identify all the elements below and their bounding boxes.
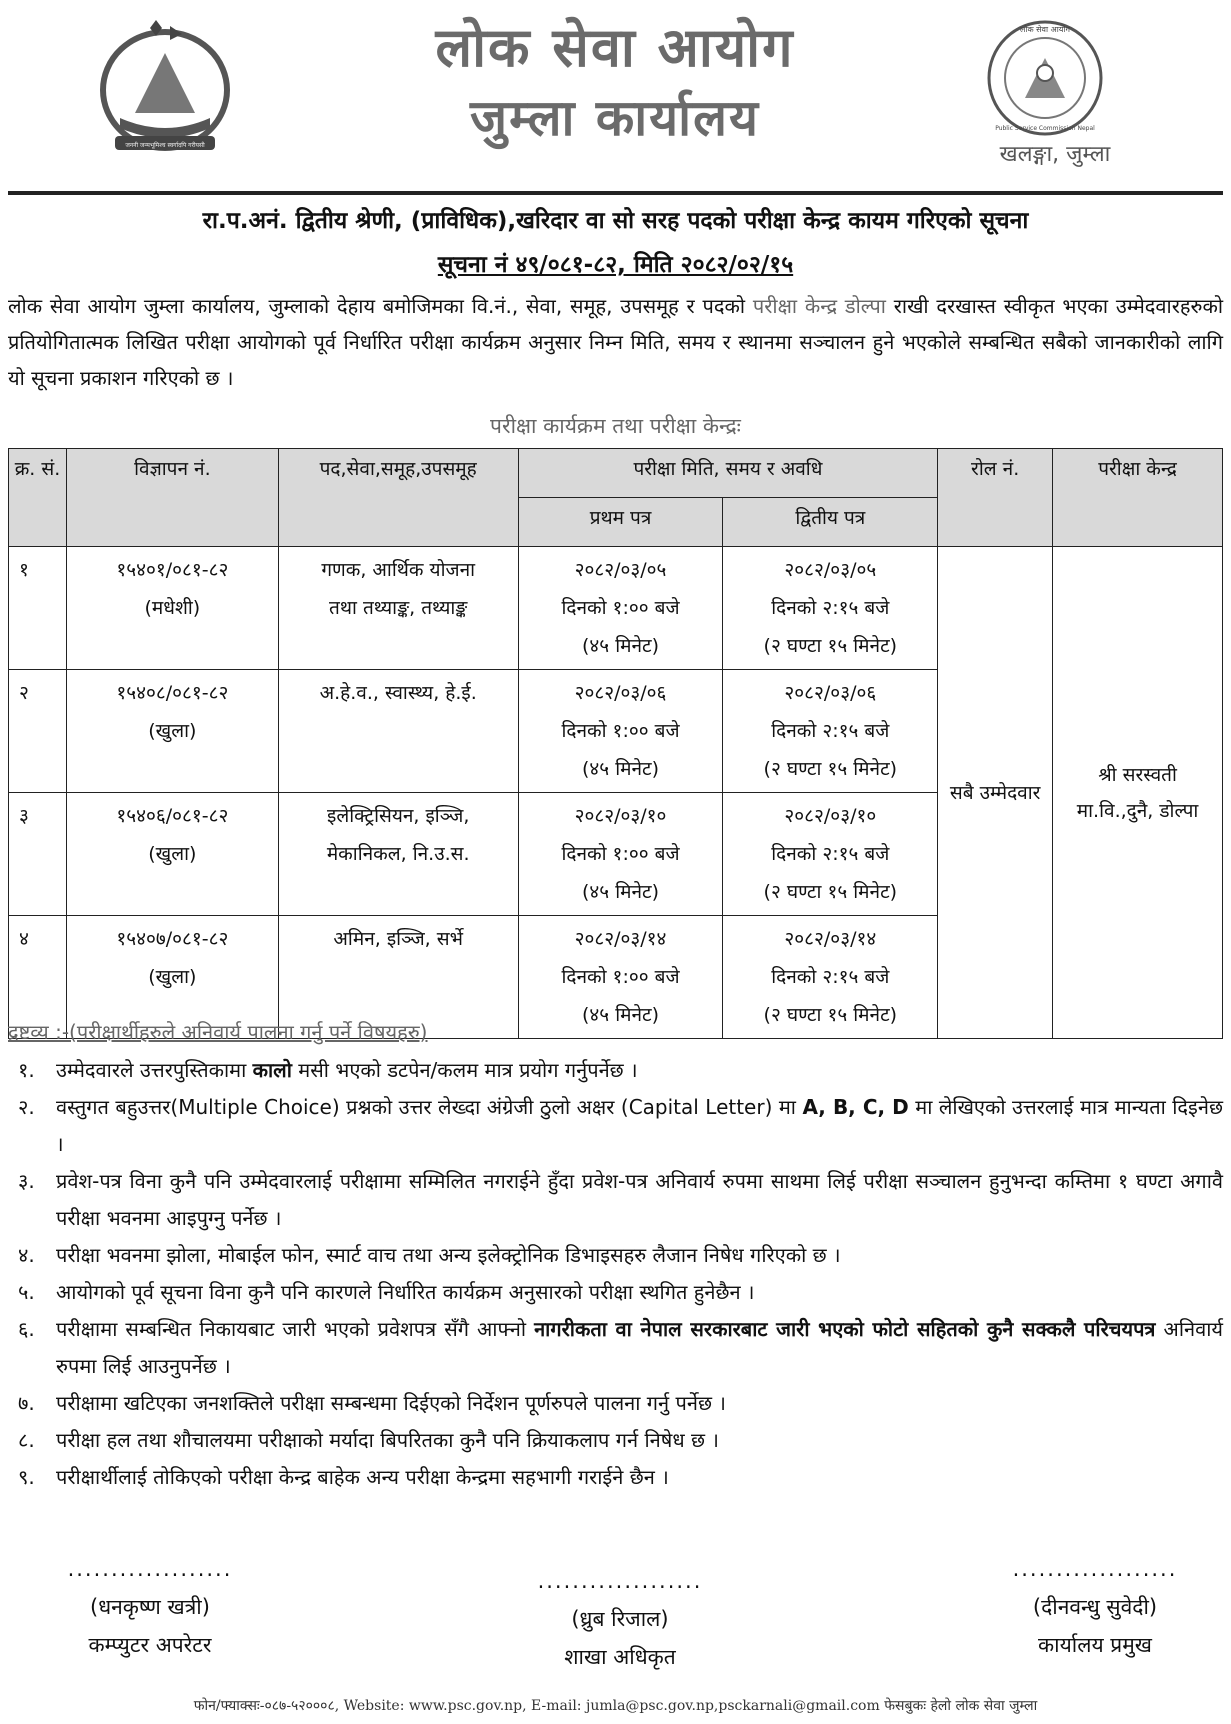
header-post: पद,सेवा,समूह,उपसमूह xyxy=(278,449,518,547)
item-number: ८. xyxy=(18,1428,35,1452)
item-text: परीक्षामा खटिएका जनशक्तिले परीक्षा सम्बन्धमा दिईएको निर्देशन पूर्णरुपले पालना गर्नु पर्नेछ । xyxy=(56,1391,726,1415)
post-line: तथा तथ्याङ्क, तथ्याङ्क xyxy=(329,597,468,619)
header-first-paper: प्रथम पत्र xyxy=(518,498,723,547)
cell-first-paper xyxy=(518,793,723,916)
cell-post xyxy=(278,670,518,793)
intro-highlight: परीक्षा केन्द्र डोल्पा xyxy=(752,294,886,318)
signature-right xyxy=(985,1550,1205,1664)
instructions-list xyxy=(8,1052,1223,1496)
header-sn: क्र. सं. xyxy=(9,449,67,547)
list-item xyxy=(8,1274,1223,1311)
list-item xyxy=(8,1089,1223,1163)
list-item xyxy=(8,1311,1223,1385)
intro-text-2: राखी दरखास्त स्वीकृत भएका उम्मेदवारहरुको प्रतियोगितात्मक लिखित परीक्षा आयोगको पूर्व निर्धारित परीक्षा कार्यक्रम अनुसार निम्न मिति, समय र स्थानमा सञ्चालन हुने भएकोले सम्बन्धित सबैको जानकारीको लागि यो सूचना प्रकाशन गरिएको छ । xyxy=(8,294,1223,390)
adv-type: (खुला) xyxy=(148,720,197,742)
signatory-name: (धनकृष्ण खत्री) xyxy=(90,1595,210,1619)
svg-text:लोक सेवा आयोग: लोक सेवा आयोग xyxy=(1019,25,1071,34)
header-second-paper: द्वितीय पत्र xyxy=(723,498,938,547)
exam-duration: (२ घण्टा १५ मिनेट) xyxy=(763,758,898,780)
list-item xyxy=(8,1052,1223,1089)
exam-duration: (४५ मिनेट) xyxy=(582,1004,660,1026)
cell-center: श्री सरस्वती मा.वि.,दुनै, डोल्पा xyxy=(1053,547,1223,1039)
exam-time: दिनको १:०० बजे xyxy=(561,966,680,988)
cell-sn: २ xyxy=(9,670,67,793)
letterhead xyxy=(0,0,1231,190)
table-row xyxy=(9,547,1223,670)
intro-paragraph xyxy=(8,288,1223,396)
item-number: २. xyxy=(18,1095,35,1119)
item-emphasis: कालो xyxy=(252,1058,292,1082)
svg-text:Public Service Commission Nepa: Public Service Commission Nepal xyxy=(995,125,1095,132)
exam-date: २०८२/०३/१४ xyxy=(784,928,877,950)
item-emphasis: A, B, C, D xyxy=(802,1095,909,1119)
item-number: ९. xyxy=(18,1465,35,1489)
cell-second-paper xyxy=(723,670,938,793)
cell-sn: ३ xyxy=(9,793,67,916)
item-text: मसी भएको डटपेन/कलम मात्र प्रयोग गर्नुपर्नेछ । xyxy=(291,1058,638,1082)
nepal-emblem-icon xyxy=(90,18,240,158)
post-line: अमिन, इञ्जि, सर्भे xyxy=(333,928,463,950)
item-text: मा लेखिएको उत्तरलाई मात्र मान्यता दिइनेछ । xyxy=(56,1095,1223,1156)
cell-post xyxy=(278,793,518,916)
exam-duration: (४५ मिनेट) xyxy=(582,635,660,657)
instructions-heading: द्रष्टव्य :-(परीक्षार्थीहरुले अनिवार्य पालना गर्नु पर्ने विषयहरु) xyxy=(8,1020,428,1044)
item-text: परीक्षामा सम्बन्धित निकायबाट जारी भएको प्रवेशपत्र सँगै आफ्नो xyxy=(56,1317,535,1341)
item-text: आयोगको पूर्व सूचना विना कुनै पनि कारणले निर्धारित कार्यक्रम अनुसारको परीक्षा स्थगित हुनेछैन । xyxy=(56,1280,755,1304)
post-line: गणक, आर्थिक योजना xyxy=(321,559,476,581)
office-name: जुम्ला कार्यालय xyxy=(469,89,761,147)
header-roll: रोल नं. xyxy=(938,449,1053,547)
item-number: ४. xyxy=(18,1243,35,1267)
cell-first-paper xyxy=(518,916,723,1039)
item-text: वस्तुगत बहुउत्तर(Multiple Choice) प्रश्नको उत्तर लेख्दा अंग्रेजी ठुलो अक्षर (Capital Letter) मा xyxy=(56,1095,803,1119)
cell-second-paper xyxy=(723,916,938,1039)
svg-text:जननी जन्मभूमिश्च स्वर्गादपि गर: जननी जन्मभूमिश्च स्वर्गादपि गरीयसी xyxy=(125,142,205,149)
notice-number: सूचना नं ४९/०८१-८२, मिति २०८२/०२/१५ xyxy=(437,252,794,278)
exam-date: २०८२/०३/०५ xyxy=(784,559,877,581)
list-item xyxy=(8,1459,1223,1496)
table-caption: परीक्षा कार्यक्रम तथा परीक्षा केन्द्रः xyxy=(490,414,741,438)
item-text: अनिवार्य रुपमा लिई आउनुपर्नेछ । xyxy=(56,1317,1223,1378)
item-text: परीक्षा भवनमा झोला, मोबाईल फोन, स्मार्ट वाच तथा अन्य इलेक्ट्रोनिक डिभाइसहरु लैजान निषेध गरिएको छ । xyxy=(56,1243,841,1267)
header-exam-datetime: परीक्षा मिति, समय र अवधि xyxy=(518,449,938,498)
header-divider xyxy=(8,191,1223,195)
adv-type: (खुला) xyxy=(148,966,197,988)
adv-number: १५४०६/०८१-८२ xyxy=(116,805,229,827)
cell-first-paper xyxy=(518,670,723,793)
list-item xyxy=(8,1237,1223,1274)
item-text: उम्मेदवारले उत्तरपुस्तिकामा xyxy=(56,1058,253,1082)
exam-time: दिनको २:१५ बजे xyxy=(771,597,890,619)
signatory-name: (दीनवन्धु सुवेदी) xyxy=(1032,1595,1158,1619)
exam-date: २०८२/०३/१४ xyxy=(574,928,667,950)
item-text: परीक्षार्थीलाई तोकिएको परीक्षा केन्द्र बाहेक अन्य परीक्षा केन्द्रमा सहभागी गराईने छैन । xyxy=(56,1465,669,1489)
signatory-name: (ध्रुब रिजाल) xyxy=(571,1607,669,1631)
exam-time: दिनको १:०० बजे xyxy=(561,720,680,742)
exam-date: २०८२/०३/१० xyxy=(784,805,877,827)
adv-number: १५४०१/०८१-८२ xyxy=(116,559,229,581)
exam-duration: (२ घण्टा १५ मिनेट) xyxy=(763,635,898,657)
cell-sn: ४ xyxy=(9,916,67,1039)
adv-type: (खुला) xyxy=(148,843,197,865)
signature-line: ................... xyxy=(537,1569,703,1593)
cell-advertisement xyxy=(66,547,278,670)
intro-text-1: लोक सेवा आयोग जुम्ला कार्यालय, जुम्लाको देहाय बमोजिमका वि.नं., सेवा, समूह, उपसमूह र पदको xyxy=(8,294,753,318)
exam-time: दिनको २:१५ बजे xyxy=(771,966,890,988)
list-item xyxy=(8,1385,1223,1422)
exam-date: २०८२/०३/०६ xyxy=(574,682,667,704)
cell-roll: सबै उम्मेदवार xyxy=(938,547,1053,1039)
cell-post xyxy=(278,547,518,670)
cell-sn: १ xyxy=(9,547,67,670)
exam-time: दिनको १:०० बजे xyxy=(561,597,680,619)
list-item xyxy=(8,1163,1223,1237)
list-item xyxy=(8,1422,1223,1459)
signatory-title: शाखा अधिकृत xyxy=(564,1645,676,1669)
exam-duration: (२ घण्टा १५ मिनेट) xyxy=(763,1004,898,1026)
signature-center xyxy=(510,1562,730,1676)
signature-line: ................... xyxy=(1012,1557,1178,1581)
item-emphasis: नागरीकता वा नेपाल सरकारबाट जारी भएको फोटो सहितको कुनै सक्कलै परिचयपत्र xyxy=(534,1317,1156,1341)
exam-time: दिनको २:१५ बजे xyxy=(771,843,890,865)
office-location: खलङ्गा, जुम्ला xyxy=(999,142,1111,167)
header-center: परीक्षा केन्द्र xyxy=(1053,449,1223,547)
exam-date: २०८२/०३/०५ xyxy=(574,559,667,581)
item-text: प्रवेश-पत्र विना कुनै पनि उम्मेदवारलाई परीक्षामा सम्मिलित नगराईने हुँदा प्रवेश-पत्र अनिवार्य रुपमा साथमा लिई परीक्षा सञ्चालन हुनुभन्दा कम्तिमा १ घण्टा अगावै परीक्षा भवनमा आइपुग्नु पर्नेछ । xyxy=(56,1169,1223,1230)
item-number: ७. xyxy=(18,1391,35,1415)
exam-duration: (४५ मिनेट) xyxy=(582,758,660,780)
exam-time: दिनको १:०० बजे xyxy=(561,843,680,865)
signatory-title: कम्प्युटर अपरेटर xyxy=(88,1633,212,1657)
exam-date: २०८२/०३/०६ xyxy=(784,682,877,704)
cell-advertisement xyxy=(66,793,278,916)
item-number: ३. xyxy=(18,1169,35,1193)
item-number: ५. xyxy=(18,1280,35,1304)
adv-number: १५४०७/०८१-८२ xyxy=(116,928,229,950)
post-line: मेकानिकल, नि.उ.स. xyxy=(326,843,470,865)
header-advertisement: विज्ञापन नं. xyxy=(66,449,278,547)
item-number: ६. xyxy=(18,1317,35,1341)
exam-time: दिनको २:१५ बजे xyxy=(771,720,890,742)
cell-first-paper xyxy=(518,547,723,670)
item-text: परीक्षा हल तथा शौचालयमा परीक्षाको मर्यादा बिपरितका कुनै पनि क्रियाकलाप गर्न निषेध छ । xyxy=(56,1428,719,1452)
adv-number: १५४०८/०८१-८२ xyxy=(116,682,229,704)
cell-second-paper xyxy=(723,793,938,916)
exam-date: २०८२/०३/१० xyxy=(574,805,667,827)
post-line: इलेक्ट्रिसियन, इञ्जि, xyxy=(327,805,470,827)
notice-title: रा.प.अनं. द्वितीय श्रेणी, (प्राविधिक),खरिदार वा सो सरह पदको परीक्षा केन्द्र कायम गरिएको सूचना xyxy=(202,208,1029,234)
exam-duration: (२ घण्टा १५ मिनेट) xyxy=(763,881,898,903)
signature-line: ................... xyxy=(67,1557,233,1581)
exam-duration: (४५ मिनेट) xyxy=(582,881,660,903)
adv-type: (मधेशी) xyxy=(144,597,201,619)
footer-contact: फोन/फ्याक्सः-०८७-५२०००८, Website: www.psc.gov.np, E-mail: jumla@psc.gov.np,psckarnali@gmail.com फेसबुकः हेलो लोक सेवा जुम्ला xyxy=(193,1698,1038,1714)
org-name: लोक सेवा आयोग xyxy=(435,16,795,79)
item-number: १. xyxy=(18,1058,35,1082)
notice-number-wrapper xyxy=(0,247,1231,279)
cell-advertisement xyxy=(66,670,278,793)
cell-second-paper xyxy=(723,547,938,670)
post-line: अ.हे.व., स्वास्थ्य, हे.ई. xyxy=(319,682,477,704)
exam-schedule-table xyxy=(8,448,1223,1039)
signatory-title: कार्यालय प्रमुख xyxy=(1038,1633,1152,1657)
table-header-row xyxy=(9,449,1223,498)
psc-seal-icon xyxy=(985,18,1105,138)
signature-left xyxy=(40,1550,260,1664)
